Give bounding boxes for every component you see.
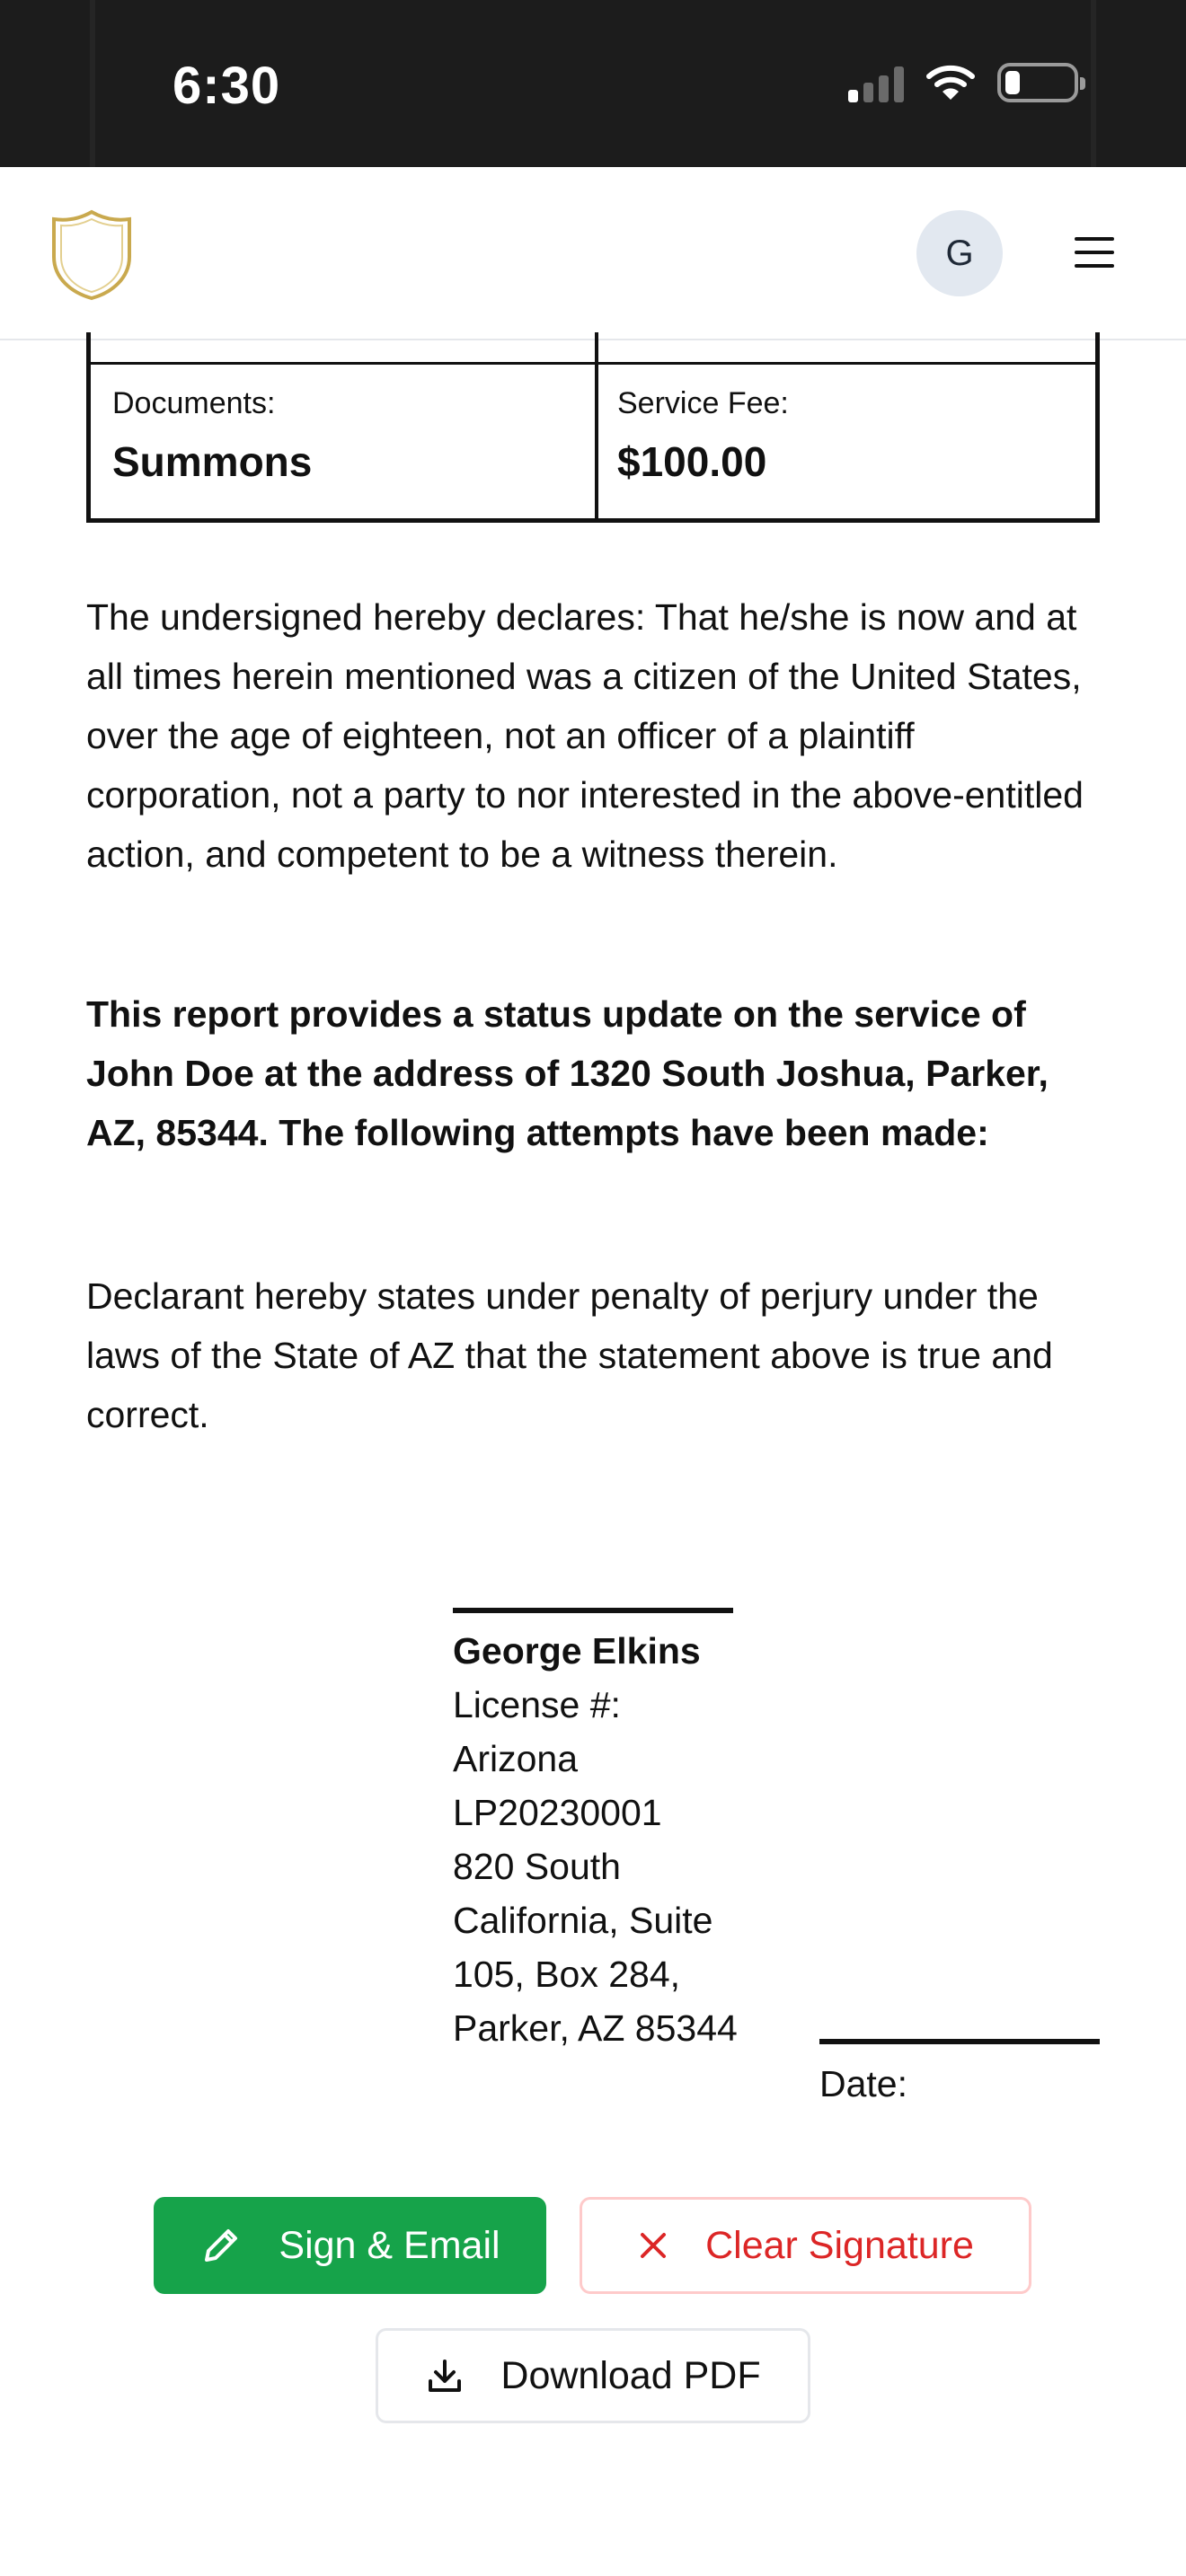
service-fee-label: Service Fee: (617, 386, 789, 420)
service-info-table (86, 332, 1100, 523)
documents-cell (112, 386, 312, 486)
license-value: Arizona LP20230001 (453, 1738, 662, 1833)
service-fee-cell (617, 386, 789, 486)
avatar[interactable]: G (916, 210, 1003, 296)
signature-line[interactable] (453, 1608, 733, 1613)
status-report-paragraph: This report provides a status update on the service of John Doe at the address of 1320 South Joshua, Parker, AZ, 85344. The following attempts have been made: (86, 993, 1049, 1153)
close-icon (637, 2229, 669, 2262)
license-label: License #: (453, 1684, 621, 1725)
download-icon (425, 2356, 465, 2395)
app-header (0, 167, 1186, 340)
sign-email-label: Sign & Email (279, 2223, 500, 2267)
pencil-icon (199, 2224, 243, 2267)
hamburger-menu-icon[interactable] (1075, 237, 1114, 269)
documents-value: Summons (112, 438, 313, 485)
download-pdf-label: Download PDF (500, 2353, 761, 2397)
signer-address: 820 South California, Suite 105, Box 284, Parker, AZ 85344 (453, 1846, 738, 2049)
wifi-icon (925, 64, 976, 101)
documents-label: Documents: (112, 386, 276, 420)
table-column-divider (595, 332, 598, 518)
download-pdf-button[interactable] (376, 2328, 810, 2423)
declaration-paragraph: The undersigned hereby declares: That he/she is now and at all times herein mentioned was a citizen of the United States, over the age of eighteen, not an officer of a plaintiff corporation, not a party to nor interested in the above-entitled action, and competent to be a witness therein. (86, 596, 1084, 875)
perjury-paragraph: Declarant hereby states under penalty of perjury under the laws of the State of AZ that the statement above is true and correct. (86, 1275, 1053, 1435)
signal-icon (848, 63, 904, 102)
status-time: 6:30 (173, 57, 281, 115)
shield-logo-icon[interactable] (49, 208, 135, 302)
signature-block (453, 1624, 758, 2055)
service-fee-value: $100.00 (617, 438, 767, 485)
date-label: Date: (819, 2063, 907, 2104)
clear-signature-button[interactable] (580, 2197, 1031, 2294)
status-icons (848, 63, 1078, 102)
sign-email-button[interactable] (154, 2197, 546, 2294)
clear-signature-label: Clear Signature (705, 2223, 974, 2267)
date-line (819, 2039, 1100, 2044)
signer-name: George Elkins (453, 1630, 701, 1672)
table-row-divider (91, 362, 1095, 365)
status-bar (0, 0, 1186, 167)
battery-icon (997, 63, 1078, 102)
